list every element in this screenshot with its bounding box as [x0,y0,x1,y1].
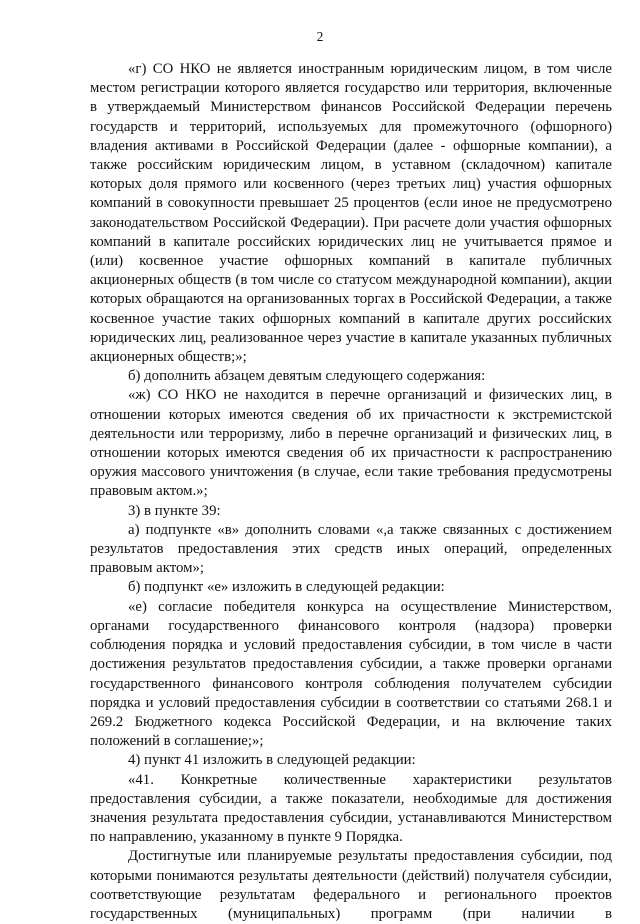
page-number: 2 [316,29,324,44]
paragraph-offshore-condition: «г) СО НКО не является иностранным юридическим лицом, в том числе местом регистрации которого является государство или территория, включенные в утверждаемый Министерством финансов Российской Федерации перечень государств и территорий, используемых для промежуточного (офшорного) владения активами в Российской Федерации (далее - офшорные компании), а также российским юридическим лицом, в уставном (складочном) капитале которых доля прямого или косвенного (через третьих лиц) участия офшорных компаний в совокупности превышает 25 процентов (если иное не предусмотрено законодательством Российской Федерации). При расчете доли участия офшорных компаний в капитале российских юридических лиц не учитывается прямое и (или) косвенное участие офшорных компаний в капитале публичных акционерных обществ (в том числе со статусом международной компании), акции которых обращаются на организованных торгах в Российской Федерации, а также косвенное участие таких офшорных компаний в капитале других российских юридических лиц, реализованное через участие в капитале указанных публичных акционерных обществ;»; [90,61,612,366]
paragraph-point-39: 3) в пункте 39: [128,502,221,519]
paragraph-add-ninth-clause: б) дополнить абзацем девятым следующего содержания: [128,368,486,385]
paragraph-subpoint-e-intro: б) подпункт «е» изложить в следующей редакции: [128,579,445,596]
paragraph-subpoint-v: а) подпункте «в» дополнить словами «,а также связанных с достижением результатов предоставления этих средств иных операций, определенных правовым актом»; [90,521,612,577]
paragraph-extremism-condition: «ж) СО НКО не находится в перечне организаций и физических лиц, в отношении которых имеются сведения об их причастности к экстремистской деятельности или терроризму, либо в перечне организаций и физических лиц, в отношении которых имеются сведения об их причастности к распространению оружия массового уничтожения (в случае, если такие требования предусмотрены правовым актом.»; [90,387,612,500]
paragraph-subpoint-e-text: «е) согласие победителя конкурса на осуществление Министерством, органами государственного финансового контроля (надзора) проверки соблюдения порядка и условий предоставления субсидии, в том числе в части достижения результатов предоставления субсидии, а также проверки органами государственного финансового контроля соблюдения получателем субсидии порядка и условий предоставления субсидии в соответствии со статьями 268.1 и 269.2 Бюджетного кодекса Российской Федерации, и на включение таких положений в соглашение;»; [90,598,612,750]
paragraph-point-41-text: «41. Конкретные количественные характеристики результатов предоставления субсидии, а также показатели, необходимые для достижения значения результата предоставления субсидии, устанавливаются Министерством по направлению, указанному в пункте 9 Порядка. [90,771,612,846]
paragraph-results-text: Достигнутые или планируемые результаты предоставления субсидии, под которыми понимаются результаты деятельности (действий) получателя субсидии, соответствующие результатам федерального и регионального проектов государственных (муниципальных) программ (при наличии в [90,848,612,922]
paragraph-point-41-intro: 4) пункт 41 изложить в следующей редакции: [128,752,416,769]
document-body [90,60,612,924]
